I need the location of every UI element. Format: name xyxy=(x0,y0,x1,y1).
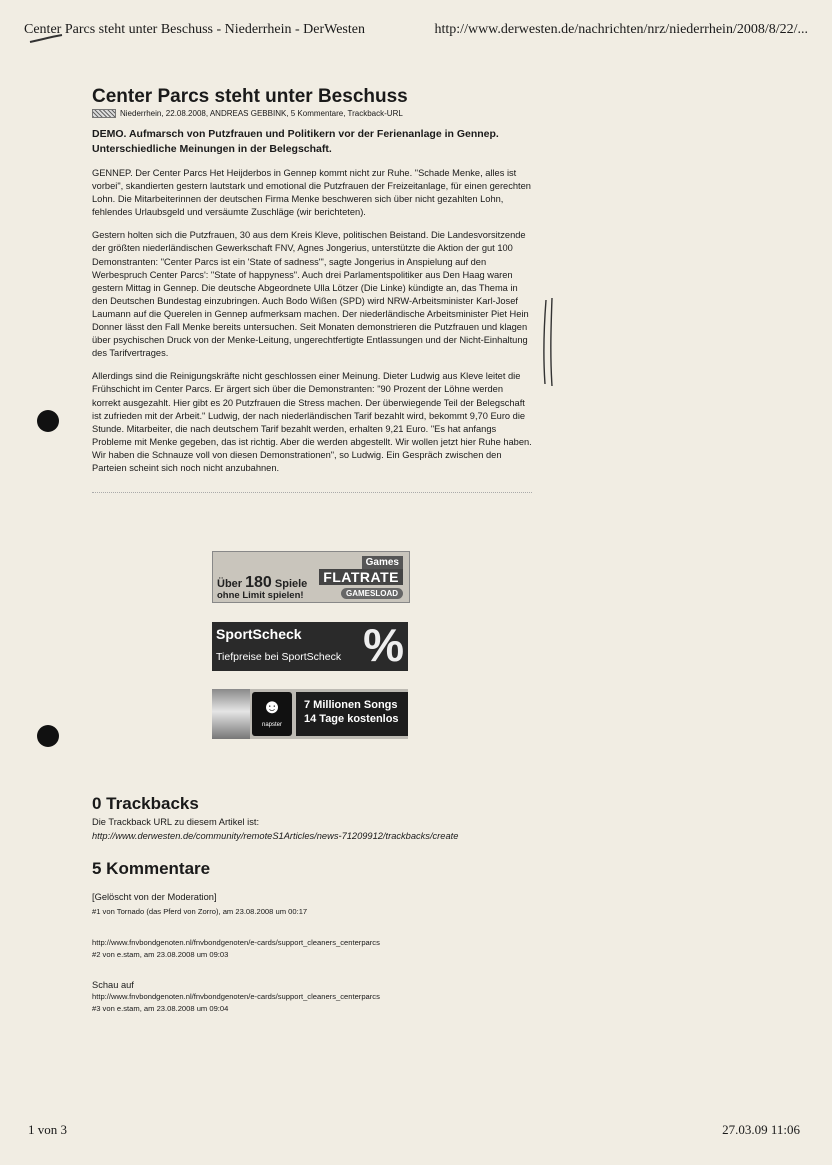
comment-text: [Gelöscht von der Moderation] xyxy=(92,892,217,902)
napster-line1: 7 Millionen Songs xyxy=(304,699,398,711)
napster-ad-banner[interactable] xyxy=(212,689,408,739)
comment-item xyxy=(92,937,612,961)
article-title: Center Parcs steht unter Beschuss xyxy=(92,86,408,107)
pen-stroke-mark xyxy=(28,34,64,44)
comment-text: Schau auf xyxy=(92,979,134,990)
percent-icon: % xyxy=(363,622,404,671)
sportscheck-logo: SportScheck xyxy=(216,626,302,642)
trackbacks-label: Die Trackback URL zu diesem Artikel ist: xyxy=(92,817,260,827)
punch-hole xyxy=(37,725,59,747)
napster-logo xyxy=(252,692,292,736)
comments-heading: 5 Kommentare xyxy=(92,859,211,878)
sportscheck-slogan: Tiefpreise bei SportScheck xyxy=(216,651,342,663)
ad-line2: ohne Limit spielen! xyxy=(217,590,304,601)
trackback-url-link[interactable]: http://www.derwesten.de/community/remoteS1Articles/news-71209912/trackbacks/create xyxy=(92,830,459,841)
print-header-url: http://www.derwesten.de/nachrichten/nrz/niederrhein/2008/8/22/... xyxy=(434,22,808,37)
margin-pen-marks xyxy=(540,296,560,388)
article-paragraph: Gestern holten sich die Putzfrauen, 30 aus dem Kreis Kleve, politischen Beistand. Die Landesvorsitzende der größten niederländischen Gewerkschaft FNV, Agnes Jongerius, unterstützte die Aktion der gut 100 Demonstranten: "Center Parcs ist ein 'State of sadness'", sagte Jongerius in Anspielung auf den Werbespruch Center Parcs': "State of happyness". Auch drei Parlamentspolitiker aus Den Haag waren gestern Mittag in Gennep. Die deutsche Abgeordnete Ulla Lötzer (Die Linke) kündigte an, das Thema in den Deutschen Bundestag einzubringen. Auch Bodo Wißen (SPD) wird NRW-Arbeitsminister Karl-Josef Laumann auf die Querelen in Gennep aufmerksam machen. Der niederländische Arbeitsminister Piet Hein Donner lässt den Fall Menke bereits untersuchen. Seit Monaten demonstrieren die Putzfrauen und klagen über psychischen Druck von der Menke-Leitung, ungerechtfertigte Entlassungen und der Nicht-Einhaltung des Tarifvertrages. xyxy=(92,230,529,359)
print-header-title: Center Parcs steht unter Beschuss - Niederrhein - DerWesten xyxy=(24,22,365,37)
napster-logo-text: napster xyxy=(261,722,282,728)
trackbacks-section xyxy=(92,794,612,841)
ad-person-photo xyxy=(212,689,250,739)
punch-hole xyxy=(37,410,59,432)
print-timestamp: 27.03.09 11:06 xyxy=(722,1122,800,1137)
divider xyxy=(92,492,532,493)
comment-link[interactable]: http://www.fnvbondgenoten.nl/fnvbondgenoten/e-cards/support_cleaners_centerparcs xyxy=(92,992,380,1001)
comment-meta: #2 von e.stam, am 23.08.2008 um 09:03 xyxy=(92,949,229,959)
print-header xyxy=(24,22,808,40)
napster-offer xyxy=(296,692,408,736)
trackbacks-heading: 0 Trackbacks xyxy=(92,794,199,813)
article-paragraph: Allerdings sind die Reinigungskräfte nicht geschlossen einer Meinung. Dieter Ludwig aus Kleve leitet die Frühschicht im Center Parcs. Er ärgert sich über die Demonstranten: "90 Prozent der Löhne werden korrekt ausgezahlt. Hier gibt es 20 Putzfrauen die Stress machen. Der überwiegende Teil der Belegschaft ist zufrieden mit der Arbeit." Ludwig, der nach niederländischen Tarif bezahlt wird, bekommt 9,70 Euro die Stunde. Mitarbeiter, die nach deutschem Tarif bezahlt werden, erhalten 9,21 Euro. "Es hat anfangs Probleme mit Menke gegeben, das ist richtig. Aber die werden abgestellt. Wir wollen jetzt hier Ruhe haben. Wir haben die Schnauze voll von diesen Demonstrationen", so Ludwig. Ein Gespräch zwischen den Parteien scheint sich noch nicht anzubahnen. xyxy=(92,371,532,473)
ad-games-label: Games xyxy=(362,556,403,569)
comment-item xyxy=(92,979,612,1016)
napster-line2: 14 Tage kostenlos xyxy=(304,713,399,725)
comments-section xyxy=(92,859,612,1015)
article xyxy=(92,86,532,493)
gamesload-ad-banner[interactable] xyxy=(212,551,410,603)
comment-meta: #1 von Tornado (das Pferd von Zorro), am 23.08.2008 um 00:17 xyxy=(92,906,308,916)
comment-meta: #3 von e.stam, am 23.08.2008 um 09:04 xyxy=(92,1004,229,1013)
region-thumbnail-icon xyxy=(92,109,116,118)
comment-item xyxy=(92,891,612,918)
article-body xyxy=(92,167,532,475)
ad-flatrate-label: FLATRATE xyxy=(319,569,403,585)
article-meta-text: Niederrhein, 22.08.2008, ANDREAS GEBBINK, 5 Kommentare, Trackback-URL xyxy=(120,109,403,118)
comment-link[interactable]: http://www.fnvbondgenoten.nl/fnvbondgenoten/e-cards/support_cleaners_centerparcs xyxy=(92,937,380,947)
gamesload-logo: GAMESLOAD xyxy=(341,588,403,599)
article-meta xyxy=(92,109,532,118)
sportscheck-ad-banner[interactable] xyxy=(212,622,408,671)
article-teaser: DEMO. Aufmarsch von Putzfrauen und Politikern vor der Ferienanlage in Gennep. Unterschiedliche Meinungen in der Belegschaft. xyxy=(92,128,499,155)
page-number: 1 von 3 xyxy=(28,1122,67,1137)
napster-cat-icon: ☻ xyxy=(261,696,283,718)
ad-line1: Über 180 Spiele xyxy=(217,574,308,591)
article-paragraph: GENNEP. Der Center Parcs Het Heijderbos in Gennep kommt nicht zur Ruhe. "Schade Menke, alles ist vorbei", skandierten gestern lautstark und emotional die Putzfrauen der Freizeitanlage, für einen gerechten Lohn. Die Mitarbeiterinnen der deutschen Firma Menke beschweren sich über nicht gezahlten Lohn, fehlendes Urlaubsgeld und versäumte Zuschläge (wir berichteten). xyxy=(92,168,531,218)
